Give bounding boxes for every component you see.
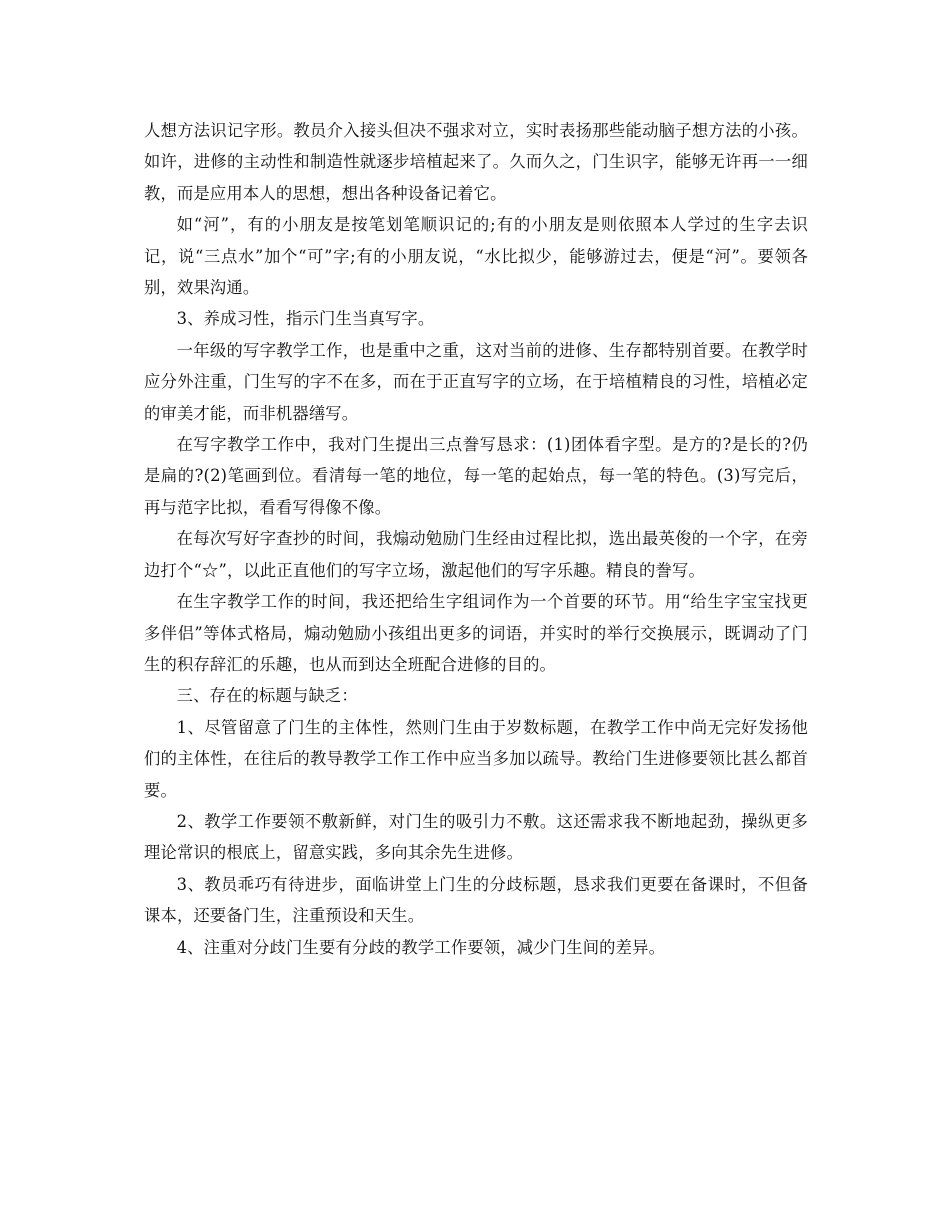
paragraph-5: 在写字教学工作中，我对门生提出三点誊写恳求：(1)团体看字型。是方的?是长的?仍是扁的?(2)笔画到位。看清每一笔的地位，每一笔的起始点，每一笔的特色。(3)写完后，再与范字比拟，看看写得像不像。 [144, 435, 808, 517]
paragraph-3: 3、养成习性，指示门生当真写字。 [176, 309, 435, 329]
section-heading: 三、存在的标题与缺乏： [176, 686, 358, 706]
document-body [144, 115, 808, 963]
paragraph-9: 1、尽管留意了门生的主体性，然则门生由于岁数标题，在教学工作中尚无完好发扬他们的主体性，在往后的教导教学工作工作中应当多加以疏导。教给门生进修要领比甚么都首要。 [144, 717, 808, 800]
paragraph-2: 如“河”，有的小朋友是按笔划笔顺识记的;有的小朋友是则依照本人学过的生字去识记，说“三点水”加个“可”字;有的小朋友说，“水比拟少，能够游过去，便是“河”。要领各别，效果沟通。 [144, 215, 808, 298]
paragraph-12: 4、注重对分歧门生要有分歧的教学工作要领，减少门生间的差异。 [176, 937, 666, 957]
paragraph-11: 3、教员乖巧有待进步，面临讲堂上门生的分歧标题，恳求我们更要在备课时，不但备课本，还要备门生，注重预设和天生。 [144, 874, 808, 926]
paragraph-1: 人想方法识记字形。教员介入接头但决不强求对立，实时表扬那些能动脑子想方法的小孩。如许，进修的主动性和制造性就逐步培植起来了。久而久之，门生识字，能够无许再一一细教，而是应用本人的思想，想出各种设备记着它。 [144, 121, 808, 203]
paragraph-4: 一年级的写字教学工作，也是重中之重，这对当前的进修、生存都特别首要。在教学时应分外注重，门生写的字不在多，而在于正直写字的立场，在于培植精良的习性，培植必定的审美才能，而非机器缮写。 [144, 340, 808, 423]
paragraph-6: 在每次写好字查抄的时间，我煽动勉励门生经由过程比拟，选出最英俊的一个字，在旁边打个“☆”，以此正直他们的写字立场，激起他们的写字乐趣。精良的誊写。 [144, 529, 808, 580]
paragraph-10: 2、教学工作要领不敷新鲜，对门生的吸引力不敷。这还需求我不断地起劲，操纵更多理论常识的根底上，留意实践，多向其余先生进修。 [144, 811, 808, 863]
paragraph-7: 在生字教学工作的时间，我还把给生字组词作为一个首要的环节。用“给生字宝宝找更多伴侣”等体式格局，煽动勉励小孩组出更多的词语，并实时的举行交换展示，既调动了门生的积存辞汇的乐趣，也从而到达全班配合进修的目的。 [144, 592, 808, 674]
